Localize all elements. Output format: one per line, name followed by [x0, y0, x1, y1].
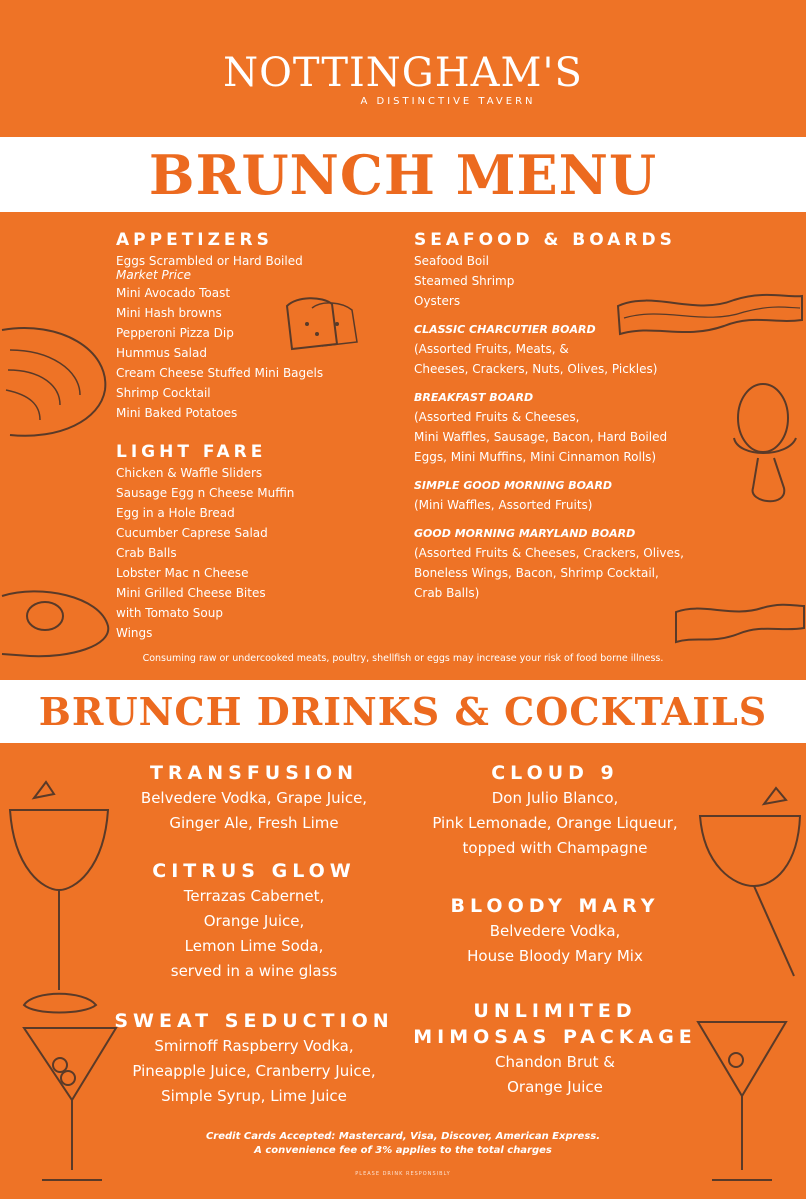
menu-item: Shrimp Cocktail	[116, 386, 211, 400]
brunch-menu-title: BRUNCH MENU	[148, 143, 658, 207]
menu-item: Cucumber Caprese Salad	[116, 526, 268, 540]
board-name: CLASSIC CHARCUTIER BOARD	[414, 323, 596, 336]
menu-item: Chicken & Waffle Sliders	[116, 466, 263, 480]
menu-item: Hummus Salad	[116, 346, 207, 360]
fried-egg-icon	[0, 586, 112, 660]
board-desc: Cheeses, Crackers, Nuts, Olives, Pickles)	[414, 362, 658, 376]
drink-citrus-glow	[96, 858, 412, 984]
light-fare-heading: LIGHT FARE	[116, 442, 267, 462]
board-desc: Crab Balls)	[414, 586, 480, 600]
menu-item: Sausage Egg n Cheese Muffin	[116, 486, 295, 500]
seafood-boards-section	[414, 229, 684, 603]
logo-name: NOTTINGHAM'S	[223, 50, 583, 96]
drink-line: Belvedere Vodka,	[489, 922, 621, 940]
menu-item: Mini Avocado Toast	[116, 286, 231, 300]
menu-item: Oysters	[414, 294, 461, 308]
cards-accepted: Credit Cards Accepted: Mastercard, Visa, Discover, American Express.	[205, 1131, 601, 1142]
menu-item: Eggs Scrambled or Hard Boiled	[116, 254, 303, 268]
drink-line: House Bloody Mary Mix	[467, 947, 643, 965]
drink-name: UNLIMITED	[473, 1000, 637, 1022]
light-fare-section	[116, 441, 294, 643]
menu-item: Crab Balls	[116, 546, 177, 560]
drink-line: Orange Juice	[507, 1078, 603, 1096]
board-desc: (Assorted Fruits & Cheeses, Crackers, Olives,	[414, 546, 684, 560]
board-desc: Eggs, Mini Muffins, Mini Cinnamon Rolls)	[414, 450, 657, 464]
drink-line: Pink Lemonade, Orange Liqueur,	[432, 814, 678, 832]
drink-line: Pineapple Juice, Cranberry Juice,	[132, 1062, 376, 1080]
drink-name: CITRUS GLOW	[152, 860, 356, 882]
drink-sweat-seduction	[96, 1008, 412, 1109]
drink-name: MIMOSAS PACKAGE	[413, 1026, 697, 1048]
menu-item: Mini Grilled Cheese Bites	[116, 586, 266, 600]
menu-item: Mini Hash browns	[116, 306, 222, 320]
drink-cloud-9	[400, 760, 710, 861]
board-desc: (Assorted Fruits & Cheeses,	[414, 410, 580, 424]
drinks-title: BRUNCH DRINKS & COCKTAILS	[38, 689, 768, 734]
coupe-glass-icon-2	[694, 786, 806, 986]
menu-item: Lobster Mac n Cheese	[116, 566, 249, 580]
menu-item: Seafood Boil	[414, 254, 489, 268]
drink-line: Smirnoff Raspberry Vodka,	[154, 1037, 354, 1055]
drink-line: Simple Syrup, Lime Juice	[161, 1087, 347, 1105]
board-desc: (Mini Waffles, Assorted Fruits)	[414, 498, 593, 512]
board-desc: Mini Waffles, Sausage, Bacon, Hard Boiled	[414, 430, 668, 444]
menu-item: Egg in a Hole Bread	[116, 506, 235, 520]
logo	[0, 50, 806, 108]
appetizers-section	[116, 229, 323, 423]
board-name: BREAKFAST BOARD	[414, 391, 534, 404]
board-name: GOOD MORNING MARYLAND BOARD	[414, 527, 636, 540]
fine-print: PLEASE DRINK RESPONSIBLY	[355, 1171, 451, 1177]
drink-line: Terrazas Cabernet,	[183, 887, 325, 905]
food-safety-disclaimer: Consuming raw or undercooked meats, poultry, shellfish or eggs may increase your risk of food borne illness.	[142, 653, 664, 664]
drink-line: Chandon Brut &	[495, 1053, 615, 1071]
drink-transfusion	[96, 760, 412, 836]
convenience-fee: A convenience fee of 3% applies to the total charges	[254, 1145, 552, 1156]
croissant-icon	[0, 310, 120, 450]
menu-item: Mini Baked Potatoes	[116, 406, 238, 420]
drink-name: BLOODY MARY	[450, 895, 660, 917]
drink-bloody-mary	[400, 893, 710, 969]
drink-name: TRANSFUSION	[149, 762, 359, 784]
bacon-icon-2	[672, 598, 806, 650]
seafood-heading: SEAFOOD & BOARDS	[414, 230, 676, 250]
drink-line: Belvedere Vodka, Grape Juice,	[140, 789, 368, 807]
payment-info	[0, 1130, 806, 1158]
menu-item: Wings	[116, 626, 153, 640]
drink-name: SWEAT SEDUCTION	[114, 1010, 394, 1032]
board-desc: Boneless Wings, Bacon, Shrimp Cocktail,	[414, 566, 659, 580]
menu-item: with Tomato Soup	[116, 606, 223, 620]
menu-item: Cream Cheese Stuffed Mini Bagels	[116, 366, 324, 380]
menu-item-note: Market Price	[116, 268, 191, 282]
drink-line: Orange Juice,	[203, 912, 305, 930]
drink-unlimited-mimosas	[400, 998, 710, 1100]
drink-line: Lemon Lime Soda,	[184, 937, 324, 955]
appetizers-heading: APPETIZERS	[116, 230, 273, 250]
menu-item: Steamed Shrimp	[414, 274, 515, 288]
drink-line: served in a wine glass	[170, 962, 338, 980]
logo-tagline: A DISTINCTIVE TAVERN	[360, 96, 536, 107]
board-name: SIMPLE GOOD MORNING BOARD	[414, 479, 613, 492]
drink-line: Ginger Ale, Fresh Lime	[169, 814, 339, 832]
drink-line: topped with Champagne	[462, 839, 648, 857]
drink-name: CLOUD 9	[491, 762, 619, 784]
drink-line: Don Julio Blanco,	[491, 789, 619, 807]
board-desc: (Assorted Fruits, Meats, &	[414, 342, 569, 356]
egg-cup-icon	[728, 378, 806, 518]
menu-item: Pepperoni Pizza Dip	[116, 326, 234, 340]
